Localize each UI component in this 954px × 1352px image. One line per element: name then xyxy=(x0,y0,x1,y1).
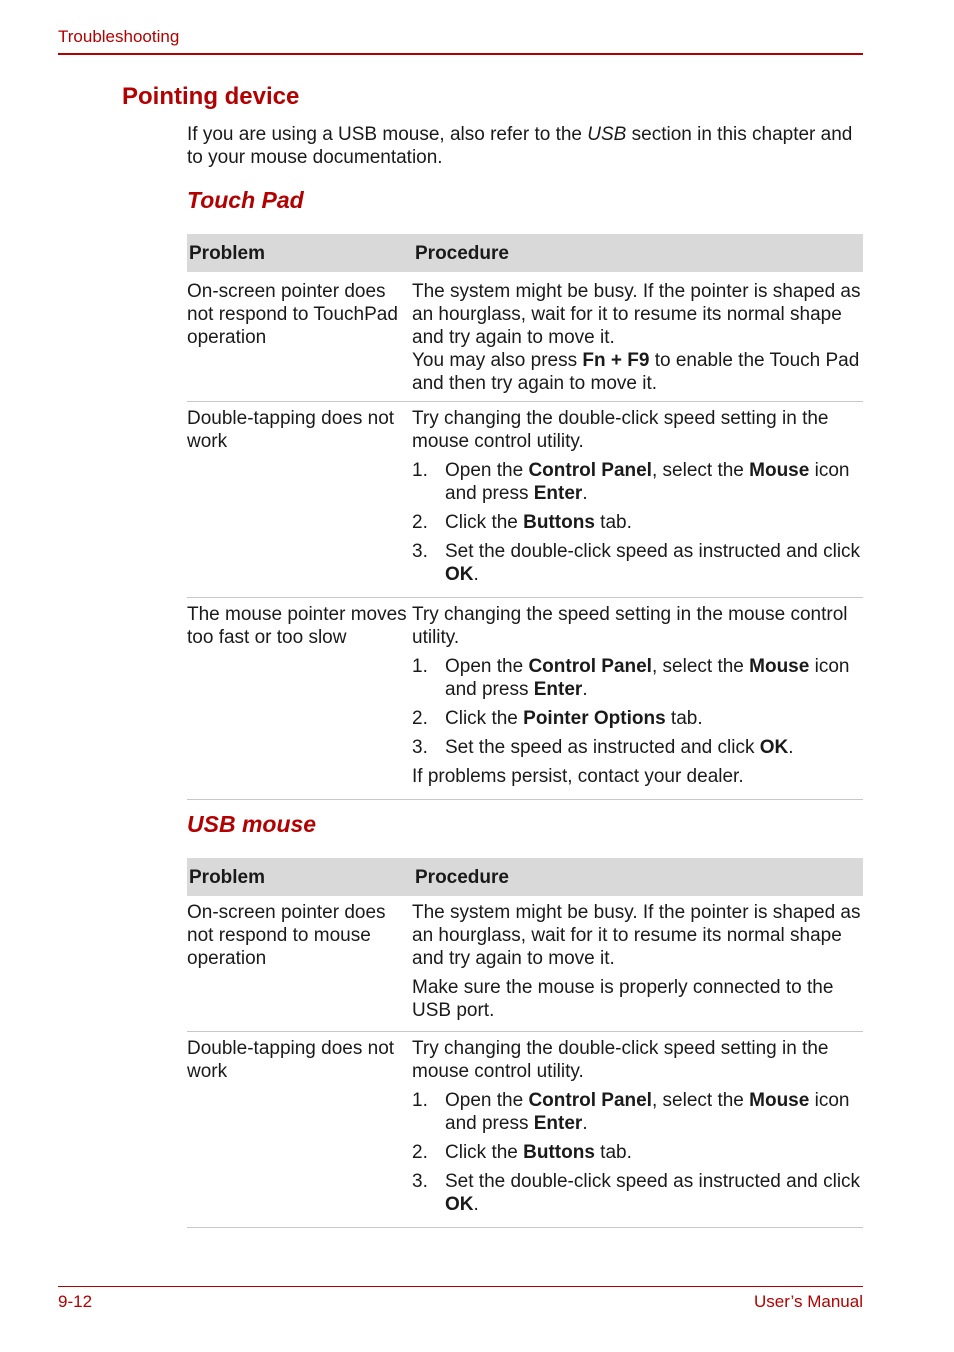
footer-rule xyxy=(58,1286,863,1287)
intro-usb-ref: USB xyxy=(587,124,627,145)
procedure-text: Make sure the mouse is properly connected to the USB port. xyxy=(412,977,834,1021)
table-row xyxy=(187,598,863,800)
problem-cell: Double-tapping does not work xyxy=(187,1038,395,1082)
procedure-step: 1. Open the Control Panel, select the Mouse icon and press Enter. xyxy=(412,460,850,504)
table-row xyxy=(187,402,863,598)
procedure-step: 3. Set the double-click speed as instructed and click OK. xyxy=(412,541,861,585)
procedure-step: 1. Open the Control Panel, select the Mouse icon and press Enter. xyxy=(412,656,850,700)
column-header-procedure: Procedure xyxy=(415,866,509,888)
procedure-cell xyxy=(412,407,863,597)
procedure-cell xyxy=(412,1037,863,1227)
procedure-step: 3. Set the double-click speed as instructed and click OK. xyxy=(412,1171,861,1215)
procedure-text: The system might be busy. If the pointer is shaped as an hourglass, wait for it to resume its normal shape and try again to move it. xyxy=(412,902,861,969)
procedure-step: 2. Click the Pointer Options tab. xyxy=(412,708,703,729)
table-row xyxy=(187,1032,863,1228)
procedure-step: 2. Click the Buttons tab. xyxy=(412,1142,632,1163)
procedure-text: You may also press Fn + F9 to enable the Touch Pad and then try again to move it. xyxy=(412,350,860,394)
procedure-step: 3. Set the speed as instructed and click OK. xyxy=(412,737,794,758)
section-title: Pointing device xyxy=(122,83,300,110)
subsection-title-usb-mouse: USB mouse xyxy=(187,811,317,837)
procedure-step: 1. Open the Control Panel, select the Mouse icon and press Enter. xyxy=(412,1090,850,1134)
column-header-procedure: Procedure xyxy=(415,242,509,264)
subsection-title-touchpad: Touch Pad xyxy=(187,187,304,213)
procedure-text: Try changing the double-click speed setting in the mouse control utility. xyxy=(412,408,829,452)
problem-cell: The mouse pointer moves too fast or too slow xyxy=(187,604,407,648)
column-header-problem: Problem xyxy=(189,866,266,888)
procedure-step: 2. Click the Buttons tab. xyxy=(412,512,632,533)
problem-cell: On-screen pointer does not respond to TouchPad operation xyxy=(187,281,398,348)
procedure-text: If problems persist, contact your dealer. xyxy=(412,766,744,787)
touchpad-table xyxy=(187,234,863,800)
table-header xyxy=(187,858,863,896)
manual-title: User’s Manual xyxy=(754,1292,863,1311)
running-head: Troubleshooting xyxy=(58,27,180,46)
key-combo: Fn + F9 xyxy=(582,350,650,371)
procedure-cell xyxy=(412,280,863,401)
procedure-cell xyxy=(412,901,863,1031)
table-row xyxy=(187,896,863,1032)
intro-paragraph xyxy=(187,123,867,169)
table-header xyxy=(187,234,863,272)
procedure-text: Try changing the double-click speed setting in the mouse control utility. xyxy=(412,1038,829,1082)
column-header-problem: Problem xyxy=(189,242,266,264)
table-row xyxy=(187,272,863,402)
procedure-cell xyxy=(412,603,863,799)
intro-text: If you are using a USB mouse, also refer to the xyxy=(187,124,588,145)
page-number: 9-12 xyxy=(58,1292,93,1311)
procedure-text: Try changing the speed setting in the mouse control utility. xyxy=(412,604,848,648)
procedure-text: The system might be busy. If the pointer is shaped as an hourglass, wait for it to resume its normal shape and try again to move it. xyxy=(412,281,861,348)
header-rule xyxy=(58,53,863,55)
problem-cell: Double-tapping does not work xyxy=(187,408,395,452)
intro-text: section in this chapter and to your mouse documentation. xyxy=(187,124,853,168)
usb-mouse-table xyxy=(187,858,863,1228)
problem-cell: On-screen pointer does not respond to mouse operation xyxy=(187,902,386,969)
